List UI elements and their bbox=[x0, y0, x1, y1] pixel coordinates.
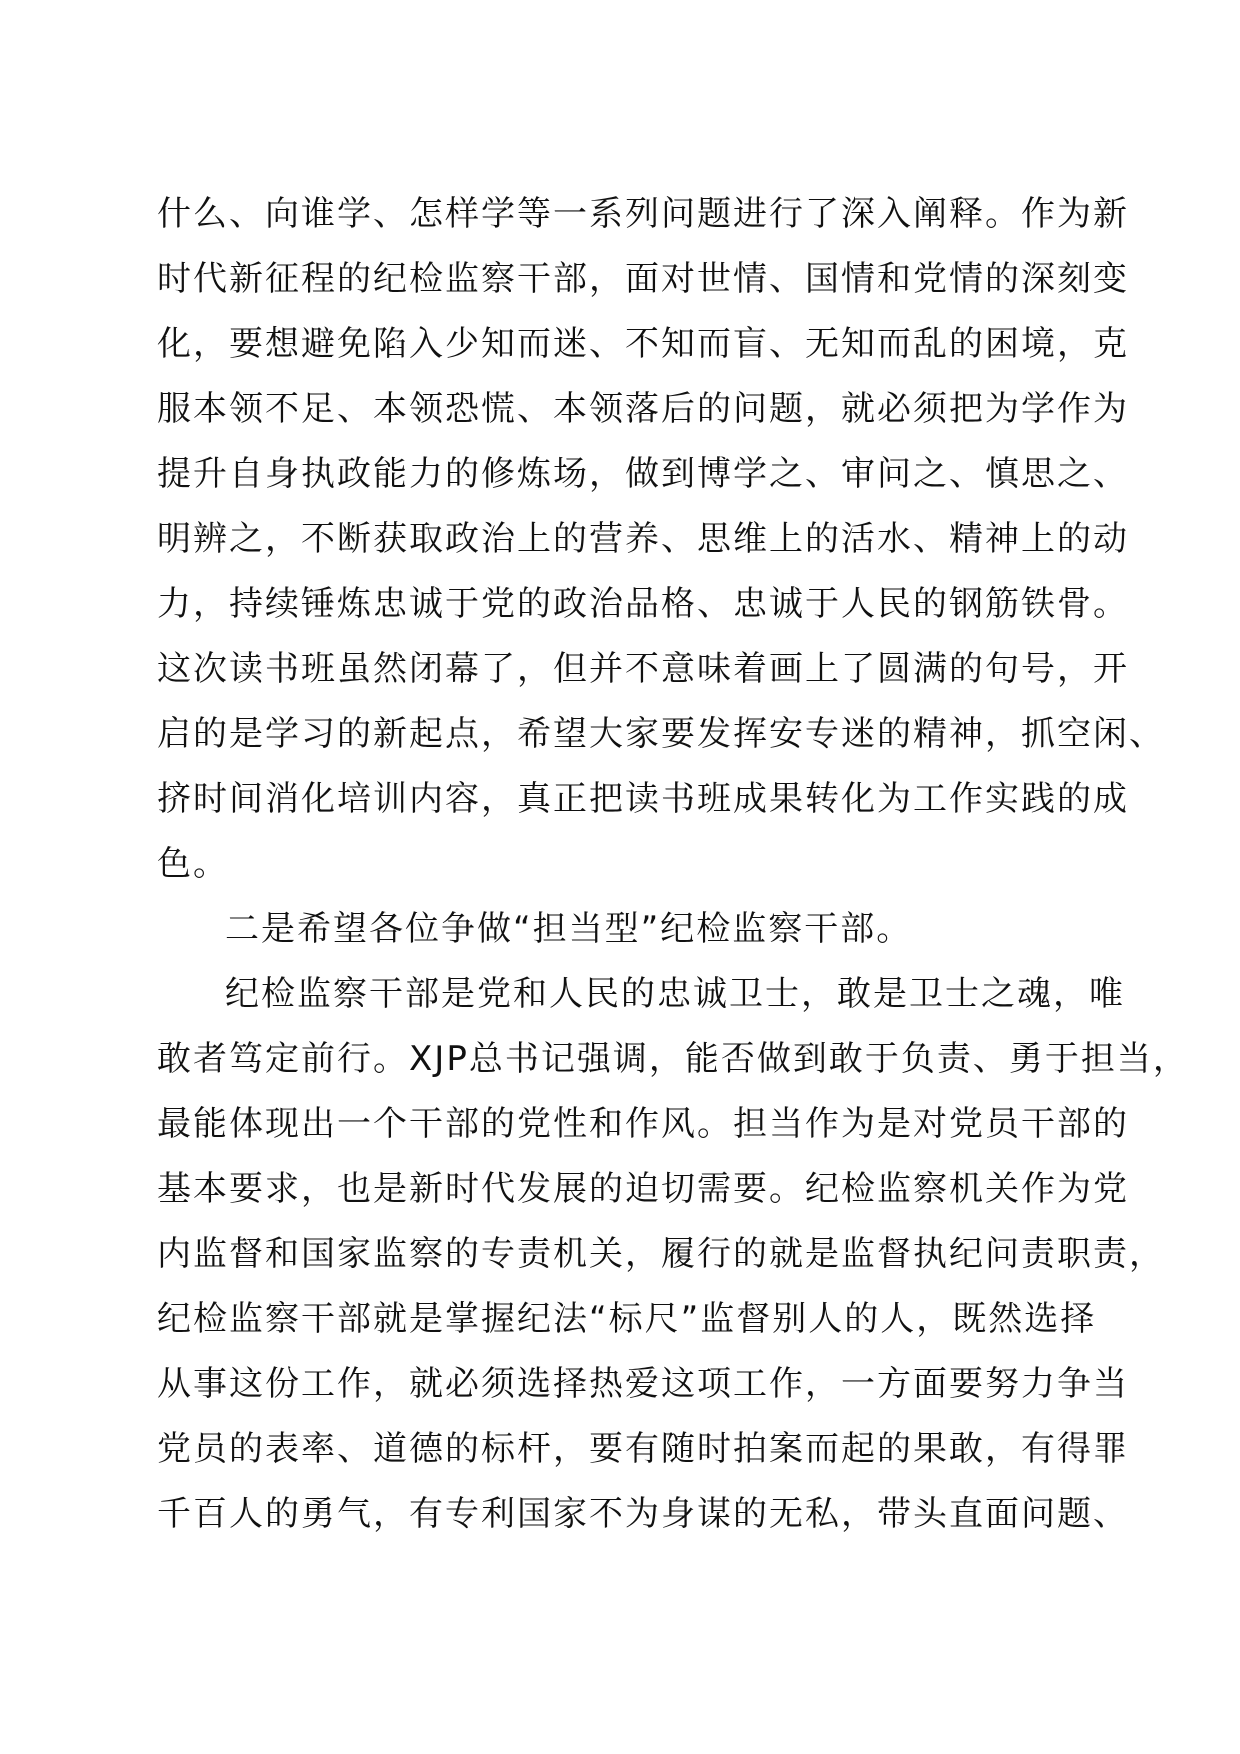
text-line: 纪检监察干部就是掌握纪法“标尺”监督别人的人，既然选择 bbox=[157, 1299, 1097, 1339]
text-line: 化，要想避免陷入少知而迷、不知而盲、无知而乱的困境，克 bbox=[157, 324, 1129, 364]
text-line: 最能体现出一个干部的党性和作风。担当作为是对党员干部的 bbox=[157, 1104, 1129, 1144]
text-line: 色。 bbox=[157, 844, 229, 884]
text-line: 这次读书班虽然闭幕了，但并不意味着画上了圆满的句号，开 bbox=[157, 649, 1129, 689]
text-line: 敢者笃定前行。XJP总书记强调，能否做到敢于负责、勇于担当， bbox=[157, 1039, 1189, 1079]
text-line: 党员的表率、道德的标杆，要有随时拍案而起的果敢，有得罪 bbox=[157, 1429, 1129, 1469]
text-line: 基本要求，也是新时代发展的迫切需要。纪检监察机关作为党 bbox=[157, 1169, 1129, 1209]
text-line: 从事这份工作，就必须选择热爱这项工作，一方面要努力争当 bbox=[157, 1364, 1129, 1404]
text-line: 纪检监察干部是党和人民的忠诚卫士，敢是卫士之魂，唯 bbox=[225, 974, 1125, 1014]
text-line: 内监督和国家监察的专责机关，履行的就是监督执纪问责职责， bbox=[157, 1234, 1165, 1274]
text-line: 提升自身执政能力的修炼场，做到博学之、审问之、慎思之、 bbox=[157, 454, 1129, 494]
text-line: 力，持续锤炼忠诚于党的政治品格、忠诚于人民的钢筋铁骨。 bbox=[157, 584, 1129, 624]
text-line: 挤时间消化培训内容，真正把读书班成果转化为工作实践的成 bbox=[157, 779, 1129, 819]
section-heading: 二是希望各位争做“担当型”纪检监察干部。 bbox=[225, 909, 913, 949]
document-body bbox=[157, 182, 1189, 1547]
text-line: 服本领不足、本领恐慌、本领落后的问题，就必须把为学作为 bbox=[157, 389, 1129, 429]
text-line: 什么、向谁学、怎样学等一系列问题进行了深入阐释。作为新 bbox=[157, 194, 1129, 234]
text-line: 时代新征程的纪检监察干部，面对世情、国情和党情的深刻变 bbox=[157, 259, 1129, 299]
text-line: 启的是学习的新起点，希望大家要发挥安专迷的精神，抓空闲、 bbox=[157, 714, 1165, 754]
text-line: 明辨之，不断获取政治上的营养、思维上的活水、精神上的动 bbox=[157, 519, 1129, 559]
text-line: 千百人的勇气，有专利国家不为身谋的无私，带头直面问题、 bbox=[157, 1494, 1129, 1534]
